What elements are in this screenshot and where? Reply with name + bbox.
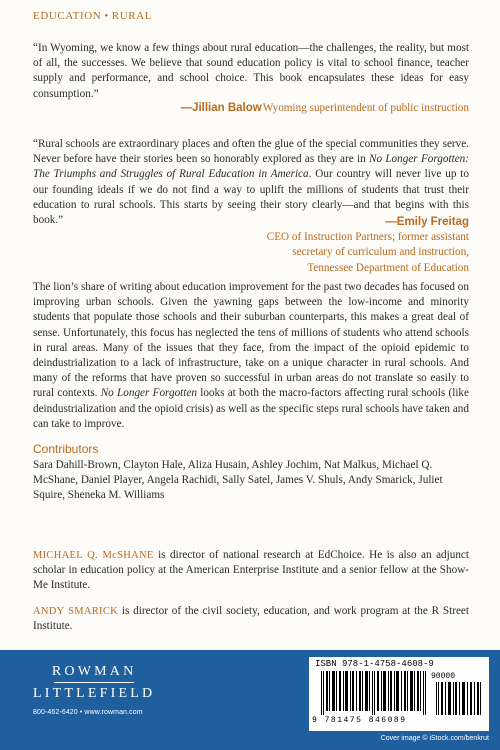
barcode-bars (321, 671, 429, 715)
endorser-name-2: Emily Freitag (396, 216, 469, 228)
description-text-a: The lion’s share of writing about education improvement for the past two decades has focused on improving urban schools. Given the yawning gaps between the low-income and minority students that populate those schools and their suburban counterparts, this makes a great deal of sense. Unfortunately, this focus has neglected the tens of millions of students who attend schools in rural areas. Many of the issues that they face, from the impact of the opioid epidemic to deindustrialization to a lack of infrastructure, take on a unique character in rural schools. And many of the reforms that have proven so successful in urban areas do not translate so easily to rural contexts. (33, 281, 469, 400)
quote-2-text-b: . Our country will never live up to our founding ideals if we do not find a way to uplift the millions of students that trust their education to rural schools. This starts by seeing their story clearly—and that begins with this book.” (33, 168, 469, 227)
endorser-role-1: Wyoming superintendent of public instruction (262, 102, 469, 114)
endorsement-attribution-1 (33, 101, 469, 117)
description-text-b: looks at both the macro-factors affecting rural schools (like deindustrialization and the opioid crisis) as well as the specific steps rural schools have taken and can take to improve. (33, 387, 469, 430)
cover-image-credit: Cover image © iStock.com/benkrut (380, 735, 489, 742)
contributors-list: Sara Dahill-Brown, Clayton Hale, Aliza Husain, Ashley Jochim, Nat Malkus, Michael Q. McShane, Daniel Player, Angela Rachidi, Sally Satel, James V. Shuls, Andy Smarick, Juliet Squire, Sheneka M. Williams (33, 459, 443, 502)
ean-number: 9 781475 846089 (312, 716, 407, 725)
publisher-name-line2: LITTLEFIELD (33, 686, 156, 701)
author-bio-2 (33, 604, 469, 634)
endorsement-attribution-2 (33, 215, 469, 276)
endorsement-quote-1: “In Wyoming, we know a few things about rural education—the challenges, the reality, but most of all, the successes. We believe that sound education policy is vital to school finance, teacher supply and performance, and school choice. This book encapsulates these ideas for easy consumption.” (33, 42, 469, 100)
endorser-role-2: CEO of Instruction Partners; former assistant secretary of curriculum and instruction, Tennessee Department of Education (266, 231, 469, 274)
category-separator: • (104, 10, 109, 22)
price-code: 90000 (431, 672, 456, 681)
category-rural: RURAL (111, 10, 153, 22)
author-bio-1 (33, 548, 469, 594)
author-bio-text-1: is director of national research at EdChoice. He is also an adjunct scholar in education policy at the American Enterprise Institute and a senior fellow at the Show-Me Institute. (33, 549, 469, 592)
book-description (33, 280, 469, 432)
quote-2-text-a: “Rural schools are extraordinary places and often the glue of the special communities they serve. Never before have their stories been so honorably explored as they are in (33, 138, 469, 166)
category-education: EDUCATION (33, 10, 102, 22)
author-name-2: ANDY SMARICK (33, 606, 119, 617)
attribution-dash: — (180, 102, 193, 114)
publisher-name-line1: ROWMAN (51, 664, 137, 679)
endorser-name-1: Jillian Balow (192, 102, 262, 114)
contributors-heading: Contributors (33, 442, 99, 456)
quote-2-book-title: No Longer Forgotten: The Triumphs and Struggles of Rural Education in America (33, 153, 469, 181)
price-barcode-bars (436, 682, 482, 715)
logo-rule (54, 682, 134, 683)
author-bio-text-2: is director of the civil society, education, and work program at the R Street Institute. (33, 605, 470, 633)
publisher-logo (33, 663, 155, 702)
description-book-title: No Longer Forgotten (100, 387, 197, 400)
author-name-1: MICHAEL Q. McSHANE (33, 550, 154, 561)
isbn-text: ISBN 978-1-4758-4608-9 (315, 659, 434, 669)
category-label (33, 10, 152, 22)
attribution-dash-2: — (385, 216, 397, 228)
publisher-contact: 800-462-6420 • www.rowman.com (33, 709, 143, 716)
